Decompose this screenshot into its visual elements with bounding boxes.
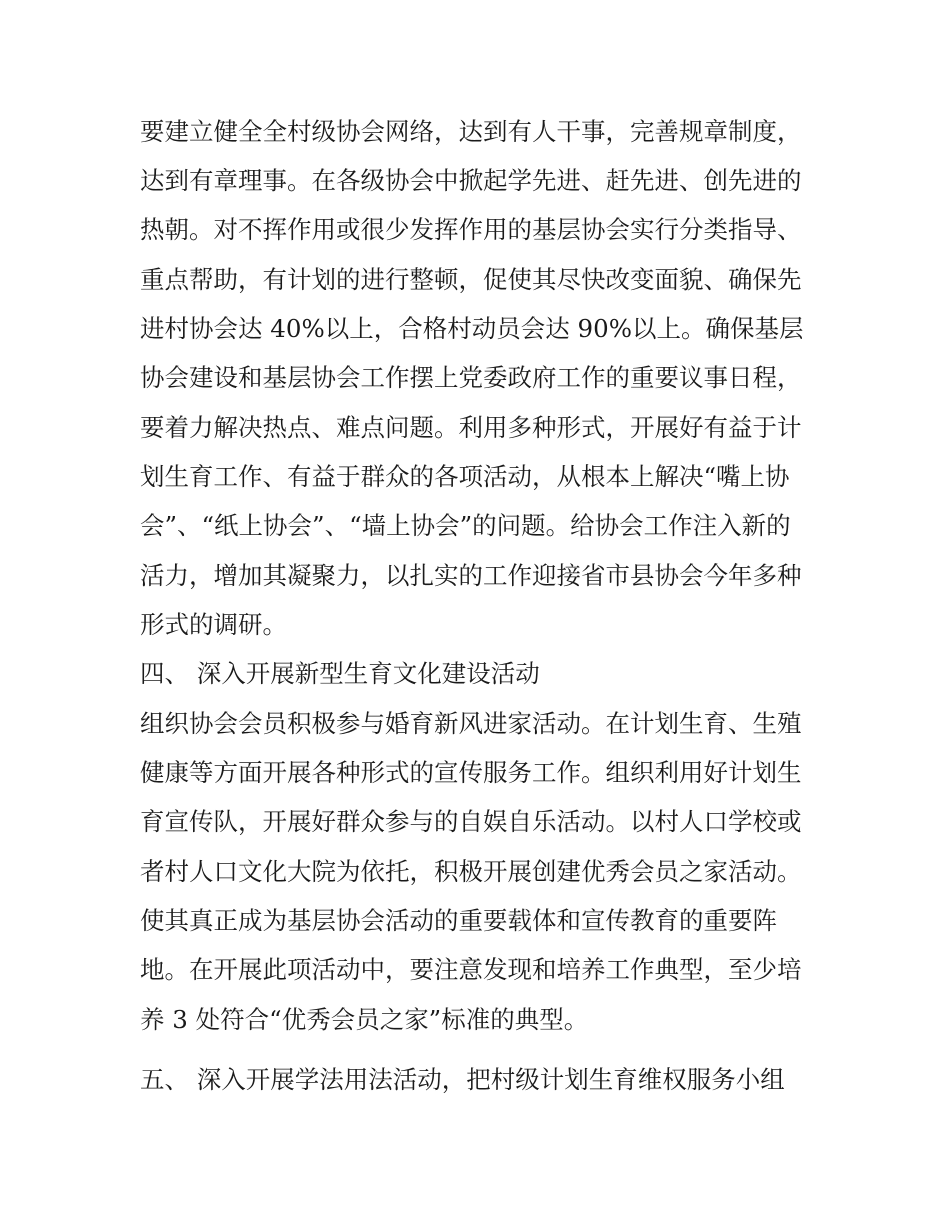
text-line: 组织协会会员积极参与婚育新风进家活动。在计划生育、生殖 — [140, 709, 802, 738]
text-line: 育宣传队，开展好群众参与的自娱自乐活动。以村人口学校或 — [140, 807, 802, 836]
text-line: 健康等方面开展各种形式的宣传服务工作。组织利用好计划生 — [140, 758, 802, 787]
text-line: 要建立健全全村级协会网络，达到有人干事，完善规章制度， — [140, 117, 802, 146]
text-line: 地。在开展此项活动中，要注意发现和培养工作典型，至少培 — [140, 955, 802, 984]
text-line: 使其真正成为基层协会活动的重要载体和宣传教育的重要阵 — [140, 906, 777, 935]
text-line: 要着力解决热点、难点问题。利用多种形式，开展好有益于计 — [140, 413, 802, 442]
text-line: 进村协会达 40%以上，合格村动员会达 90%以上。确保基层 — [140, 314, 804, 343]
text-line: 重点帮助，有计划的进行整顿，促使其尽快改变面貌、确保先 — [140, 265, 802, 294]
text-line: 协会建设和基层协会工作摆上党委政府工作的重要议事日程， — [140, 363, 802, 392]
text-line: 活力，增加其凝聚力，以扎实的工作迎接省市县协会今年多种 — [140, 561, 802, 590]
text-line: 形式的调研。 — [140, 610, 287, 639]
text-line: 养 3 处符合“优秀会员之家”标准的典型。 — [140, 1005, 589, 1034]
section-heading: 五、 深入开展学法用法活动，把村级计划生育维权服务小组 — [140, 1065, 785, 1094]
section-heading: 四、 深入开展新型生育文化建设活动 — [140, 659, 540, 688]
text-line: 者村人口文化大院为依托，积极开展创建优秀会员之家活动。 — [140, 857, 802, 886]
text-line: 热朝。对不挥作用或很少发挥作用的基层协会实行分类指导、 — [140, 215, 802, 244]
text-line: 会”、“纸上协会”、“墙上协会”的问题。给协会工作注入新的 — [140, 511, 791, 540]
text-line: 达到有章理事。在各级协会中掀起学先进、赶先进、创先进的 — [140, 166, 802, 195]
text-line: 划生育工作、有益于群众的各项活动，从根本上解决“嘴上协 — [140, 462, 790, 491]
